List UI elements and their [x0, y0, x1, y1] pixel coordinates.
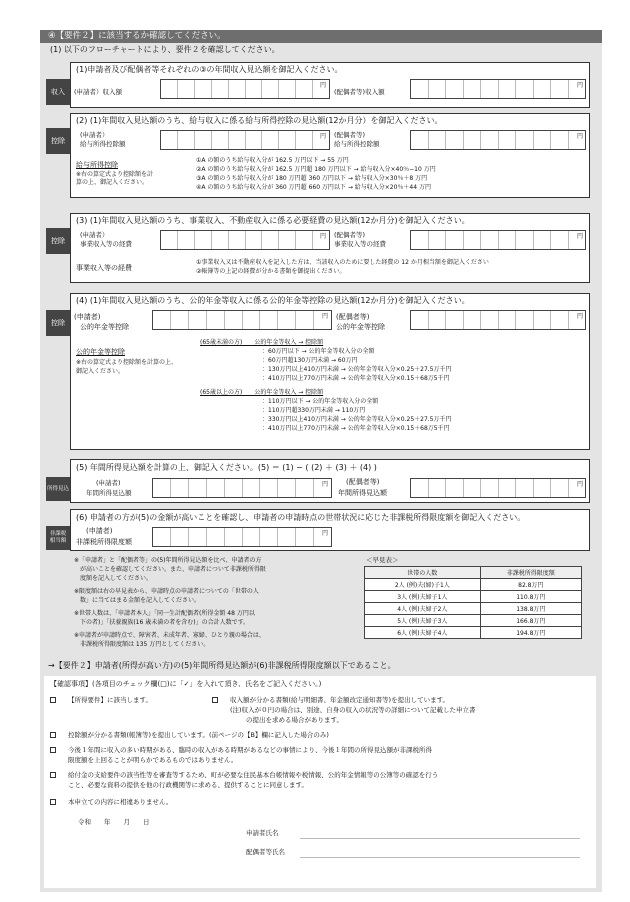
- section-1-title: (1)申請者及び配偶者等それぞれの③の年間収入見込額を御記入ください。: [76, 65, 343, 74]
- yen-label: 円: [322, 530, 329, 537]
- deduction-tag: 控除: [46, 228, 70, 254]
- table-cell: 2人 (例)夫(婦)子1人: [365, 579, 481, 591]
- pension-rule: ：60万円以下 → 公的年金等収入分の全額: [262, 348, 375, 355]
- table-cell: 138.8万円: [480, 603, 581, 615]
- confirm-item-income-docs: [212, 696, 449, 705]
- spouse-label-2: 事業収入等の経費: [334, 240, 386, 248]
- confirm-label-cont: こと、必要な資料の提供を他の行政機関等に求める、提供することに同意します。: [68, 781, 308, 789]
- date-field[interactable]: 令和 年 月 日: [78, 818, 150, 826]
- requirement-2-note: →【要件２】申請者(所得が高い方)の(5)年間所得見込額が(6)非課税所得限度額以下であること。: [48, 661, 396, 670]
- note-line: が高いことを確認してください。また、申請者について非課税所得限: [80, 566, 266, 573]
- section-2-title: (2) (1)年間収入見込額のうち、給与収入に係る給与所得控除の見込額(12か月分）を御記入ください。: [76, 116, 443, 125]
- pension-rule: ：330万円以上410万円未満 → 公的年金等収入分×0.25＋27.5万千円: [262, 416, 452, 423]
- requirement-header: ④【要件２】に該当するか確認してください。: [40, 30, 602, 43]
- confirm-item-truthful: [50, 798, 172, 807]
- yen-label: 円: [322, 313, 329, 320]
- table-row: [365, 627, 582, 639]
- pension-rule: ：410万円以上770万円未満 → 公的年金等収入分×0.15＋68万5千円: [262, 425, 450, 432]
- spouse-label-1: (配偶者等): [334, 131, 366, 139]
- applicant-income-input[interactable]: [160, 79, 330, 99]
- spouse-name-label: 配偶者等氏名: [246, 848, 285, 856]
- spouse-label-2: 給与所得控除額: [334, 140, 380, 148]
- confirm-label: 本申立ての内容に相違ありません。: [68, 798, 173, 806]
- yen-label: 円: [322, 481, 329, 488]
- table-cell: 3人 (例)夫婦子1人: [365, 591, 481, 603]
- spouse-label-1: (配偶者等): [346, 478, 380, 486]
- table-header: 非課税所得限度額: [480, 567, 581, 579]
- applicant-business-expense-input[interactable]: [160, 230, 330, 250]
- yen-label: 円: [577, 481, 584, 488]
- checkbox[interactable]: [50, 772, 56, 778]
- pension-rule: ：130万円以上410万円未満 → 公的年金等収入分×0.25＋27.5万千円: [262, 366, 452, 373]
- over-65-heading: (65歳以上の方) 公的年金等収入 → 控除額: [200, 389, 324, 396]
- business-note-1: ①事業収入又は不動産収入を記入した方は、当該収入のために要した経費の 12 か月相当額を御記入ください: [196, 259, 489, 266]
- yen-label: 円: [577, 313, 584, 320]
- confirm-label: 今後１年間に収入の多い時期がある、臨時の収入がある時期があるなどの事情により、今後１年間の所得見込額が非課税所得: [68, 746, 432, 754]
- deduction-tag: 控除: [46, 310, 70, 336]
- applicant-label-2: 給与所得控除額: [80, 140, 126, 148]
- confirm-item-consent: [50, 771, 438, 780]
- confirm-note: の提出を求める場合があります。: [246, 716, 343, 724]
- pension-rule: ：410万円以上770万円未満 → 公的年金等収入分×0.15＋68万5千円: [262, 375, 450, 382]
- applicant-label-2: 公的年金等控除: [80, 323, 129, 331]
- applicant-label-1: (申請者): [96, 479, 121, 487]
- spouse-label-1: (配偶者等): [336, 313, 370, 321]
- quick-reference-table: [364, 566, 582, 639]
- spouse-income-input[interactable]: [410, 79, 586, 99]
- applicant-pension-deduction-input[interactable]: [152, 310, 332, 330]
- applicant-label-1: (申請者): [86, 527, 113, 535]
- table-row: [365, 615, 582, 627]
- section-5-title: (5) 年間所得見込額を計算の上、御記入ください。(5) ＝ (1) − ( (2) ＋ (3) ＋ (4) ): [76, 463, 377, 472]
- applicant-name-input[interactable]: [300, 838, 580, 839]
- note-line: ※世帯人数は、「申請者本人」「同一生計配偶者(所得金額 48 万円以: [74, 610, 255, 617]
- note-line: 度額を記入してください。: [80, 575, 153, 582]
- income-tag: 収入: [46, 79, 70, 105]
- spouse-business-expense-input[interactable]: [410, 230, 586, 250]
- spouse-income-label: (配偶者等)収入額: [334, 88, 385, 96]
- confirm-item-future-income: [50, 746, 432, 755]
- pension-rule: ：60万円超130万円未満 → 60万円: [262, 357, 358, 364]
- checkbox[interactable]: [212, 697, 218, 703]
- yen-label: 円: [577, 233, 584, 240]
- formula-line: ③A の額のうち給与収入分が 180 万円超 360 万円以下 → 給与収入分×30％＋8 万円: [196, 175, 428, 182]
- spouse-name-input[interactable]: [300, 857, 580, 858]
- pension-note-1: ※右の算定式より控除額を計算の上、: [76, 359, 178, 366]
- section-3-title: (3) (1)年間収入見込額のうち、事業収入、不動産収入に係る必要経費の見込額(12か月分)を御記入ください。: [76, 216, 470, 225]
- pension-rule: ：110万円以下 → 公的年金等収入分の全額: [262, 398, 379, 405]
- pension-rule: ：110万円超330万円未満 → 110万円: [262, 407, 366, 414]
- applicant-label-1: (申請者): [74, 313, 101, 321]
- yen-label: 円: [320, 82, 327, 89]
- note-line: 下の者)」「扶養親族(16 歳未満の者を含む)」の合計人数です。: [80, 619, 250, 626]
- applicant-annual-income-input[interactable]: [152, 478, 332, 498]
- confirm-note: (注)収入が０円の場合は、別途、自身の収入の状況等の詳細について記載した申立書: [230, 706, 476, 714]
- note-line: ※限度額は右の早見表から、申請時点の申請者についての「世帯の人: [74, 588, 259, 595]
- confirm-label: 【所得要件】に該当します。: [68, 696, 152, 704]
- salary-deduction-note-1: ※右の算定式より控除額を計: [76, 171, 154, 178]
- deduction-tag: 控除: [46, 128, 70, 154]
- table-header-row: [365, 567, 582, 579]
- table-cell: 166.8万円: [480, 615, 581, 627]
- formula-line: ①A の額のうち給与収入分が 162.5 万円以下 → 55 万円: [196, 157, 349, 164]
- table-cell: 110.8万円: [480, 591, 581, 603]
- applicant-income-label: (申請者）収入額: [74, 88, 123, 96]
- note-line: 数」に当てはまる金額を記入してください。: [80, 597, 201, 604]
- business-note-2: ②帳簿等の上記の経費が分かる書類を御提出ください。: [196, 268, 346, 275]
- note-line: 非課税所得限度額は 135 万円としてください。: [80, 641, 210, 648]
- table-row: [365, 579, 582, 591]
- confirm-item-income: [50, 696, 152, 705]
- checkbox[interactable]: [50, 799, 56, 805]
- formula-line: ②A の額のうち給与収入分が 162.5 万円超 180 万円以下 → 給与収入分×40％−10 万円: [196, 166, 436, 173]
- confirm-item-deduction-docs: [50, 731, 329, 740]
- salary-deduction-note-2: 算の上、御記入ください。: [76, 179, 149, 186]
- income-estimate-tag: 所得見込: [46, 477, 70, 501]
- non-taxable-limit-input[interactable]: [152, 527, 332, 547]
- table-row: [365, 603, 582, 615]
- formula-line: ④A の額のうち給与収入分が 360 万円超 660 万円以下 → 給与収入分×20％＋44 万円: [196, 184, 431, 191]
- table-cell: 4人 (例)夫婦子2人: [365, 603, 481, 615]
- applicant-label-1: (申請者）: [80, 131, 109, 139]
- pension-note-2: 御記入ください。: [76, 368, 125, 375]
- spouse-label-2: 年間所得見込額: [338, 489, 387, 497]
- business-expense-label: 事業収入等の経費: [76, 264, 132, 272]
- non-taxable-tag: 非課税 相当額: [46, 526, 70, 550]
- salary-deduction-note-title: 給与所得控除: [76, 161, 118, 169]
- table-cell: 82.8万円: [480, 579, 581, 591]
- section-4-title: (4) (1)年間収入見込額のうち、公的年金等収入に係る公的年金等控除の見込額(12か月分)を御記入ください。: [76, 296, 470, 305]
- confirm-label: 給付金の支給要件の該当性等を審査等するため、町が必要な住民基本台帳情報や税情報、公的年金情報等の公簿等の確認を行う: [68, 771, 439, 779]
- confirm-label-cont: 限度額を上回ることが明らかであるものではありません。: [68, 756, 238, 764]
- confirm-label: 控除額が分かる書類(帳簿等)を提出しています。(前ページの【B】欄に記入した場合のみ): [68, 731, 329, 739]
- yen-label: 円: [320, 233, 327, 240]
- pension-note-title: 公的年金等控除: [76, 348, 125, 356]
- applicant-label-2: 年間所得見込額: [86, 489, 132, 497]
- note-line: ※「申請者」と「配偶者等」の(5)年間所得見込額を比べ、申請者の方: [74, 557, 262, 564]
- spouse-salary-deduction-input[interactable]: [410, 130, 586, 150]
- spouse-annual-income-input[interactable]: [410, 478, 586, 498]
- applicant-name-label: 申請者氏名: [246, 829, 279, 837]
- yen-label: 円: [577, 82, 584, 89]
- spouse-label-1: (配偶者等): [334, 231, 366, 239]
- applicant-salary-deduction-input[interactable]: [160, 130, 330, 150]
- applicant-label-2: 非課税所得限度額: [76, 538, 132, 546]
- table-cell: 194.8万円: [480, 627, 581, 639]
- yen-label: 円: [577, 133, 584, 140]
- under-65-heading: (65歳未満の方) 公的年金等収入 → 控除額: [200, 339, 324, 346]
- quick-table-title: ＜早見表＞: [366, 556, 399, 564]
- checkbox[interactable]: [50, 747, 56, 753]
- table-cell: 6人 (例)夫婦子4人: [365, 627, 481, 639]
- section-6-title: (6) 申請者の方が(5)の金額が高いことを確認し、申請者の申請時点の世帯状況に応じた非課税所得限度額を御記入ください。: [76, 513, 526, 522]
- applicant-label-2: 事業収入等の経費: [80, 240, 132, 248]
- checkbox[interactable]: [50, 697, 56, 703]
- table-cell: 5人 (例)夫婦子3人: [365, 615, 481, 627]
- checkbox[interactable]: [50, 732, 56, 738]
- table-row: [365, 591, 582, 603]
- spouse-label-2: 公的年金等控除: [336, 323, 385, 331]
- note-line: ※申請者が申請時点で、障害者、未成年者、寡婦、ひとり親の場合は、: [74, 632, 265, 639]
- spouse-pension-deduction-input[interactable]: [410, 310, 586, 330]
- confirmation-title: 【確認事項】(各項目のチェック欄(□)に「✓」を入れて頂き、氏名をご記入ください。): [50, 680, 322, 688]
- confirm-label: 収入額が分かる書類(給与明細書、年金額改定通知書等)を提出しています。: [230, 696, 450, 704]
- yen-label: 円: [320, 133, 327, 140]
- table-header: 世帯の人数: [365, 567, 481, 579]
- applicant-label-1: (申請者）: [80, 231, 109, 239]
- intro-text: (1) 以下のフローチャートにより、要件２を確認してください。: [50, 45, 280, 54]
